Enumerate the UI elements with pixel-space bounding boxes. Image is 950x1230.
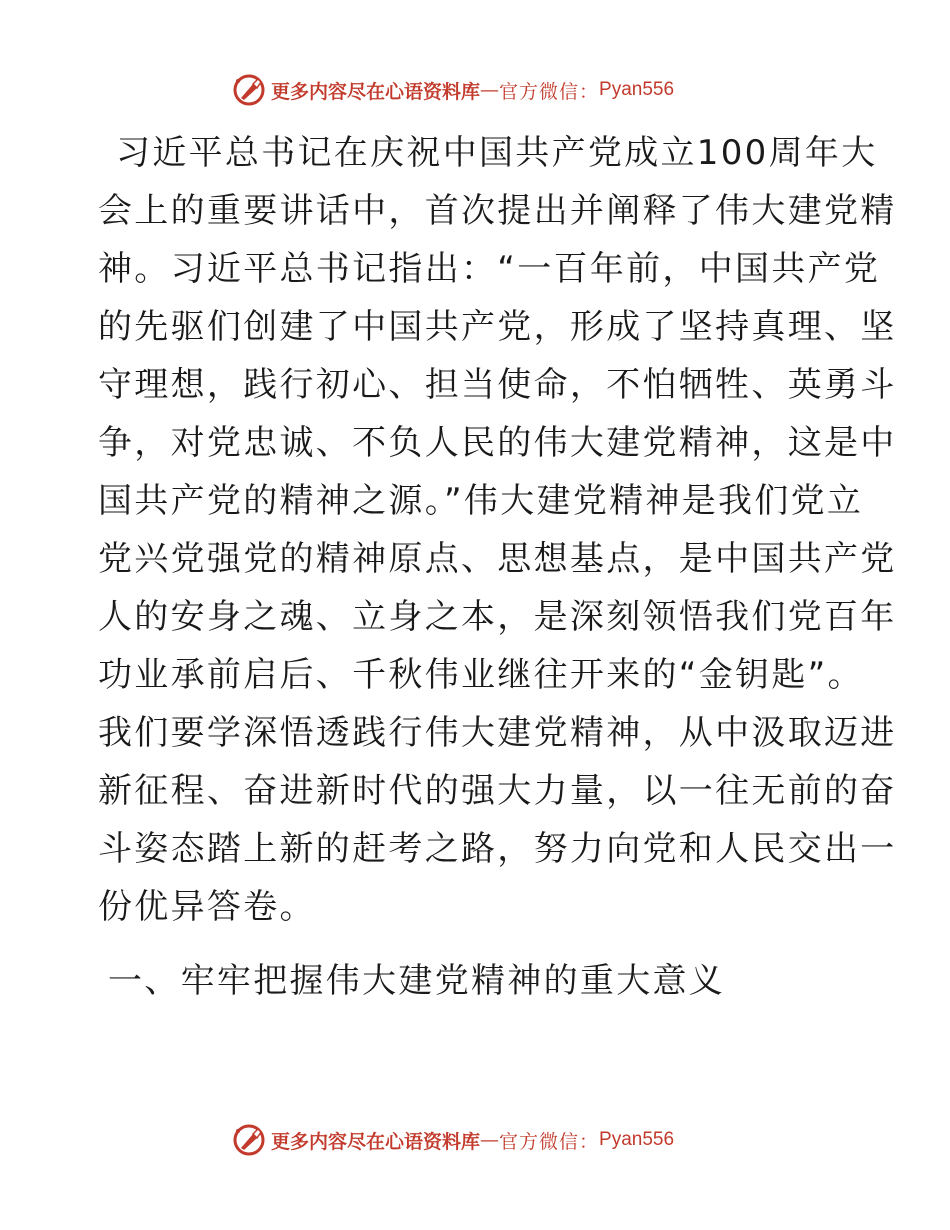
footer-watermark xyxy=(232,1120,674,1160)
footer-wechat-id: Pyan556 xyxy=(599,1129,675,1150)
pen-nib-logo-icon xyxy=(232,1123,266,1157)
paragraph-line: 功业承前启后、千秋伟业继往开来的“金钥匙”。 xyxy=(98,655,864,695)
paragraph-line: 新征程、奋进新时代的强大力量，以一往无前的奋 xyxy=(98,771,897,811)
header-site-name: 更多内容尽在心语资料库 xyxy=(271,80,481,103)
header-watermark xyxy=(232,70,674,110)
footer-dash: — xyxy=(480,1129,500,1151)
paragraph-line: 会上的重要讲话中，首次提出并阐释了伟大建党精 xyxy=(98,191,897,231)
section-heading: 一、牢牢把握伟大建党精神的重大意义 xyxy=(108,961,726,1001)
paragraph-line: 守理想，践行初心、担当使命，不怕牺牲、英勇斗 xyxy=(98,365,897,405)
paragraph-line: 的先驱们创建了中国共产党，形成了坚持真理、坚 xyxy=(98,307,897,347)
header-wechat-label: 官方微信： xyxy=(499,80,600,103)
paragraph-line: 份优异答卷。 xyxy=(98,887,316,927)
header-wechat-id: Pyan556 xyxy=(599,79,675,100)
paragraph-line: 我们要学深悟透践行伟大建党精神，从中汲取迈进 xyxy=(98,713,897,753)
paragraph-line: 习近平总书记在庆祝中国共产党成立100周年大 xyxy=(116,133,878,173)
paragraph-line: 神。习近平总书记指出：“一百年前，中国共产党 xyxy=(98,249,881,289)
paragraph-line: 人的安身之魂、立身之本，是深刻领悟我们党百年 xyxy=(98,597,897,637)
footer-wechat-label: 官方微信： xyxy=(499,1130,600,1153)
paragraph-line: 争，对党忠诚、不负人民的伟大建党精神，这是中 xyxy=(98,423,897,463)
paragraph-line: 斗姿态踏上新的赶考之路，努力向党和人民交出一 xyxy=(98,829,897,869)
footer-site-name: 更多内容尽在心语资料库 xyxy=(271,1130,481,1153)
paragraph-line: 党兴党强党的精神原点、思想基点，是中国共产党 xyxy=(98,539,897,579)
pen-nib-logo-icon xyxy=(232,73,266,107)
paragraph-line: 国共产党的精神之源。”伟大建党精神是我们党立 xyxy=(98,481,864,521)
header-dash: — xyxy=(480,79,500,101)
body-paragraph xyxy=(98,124,897,936)
